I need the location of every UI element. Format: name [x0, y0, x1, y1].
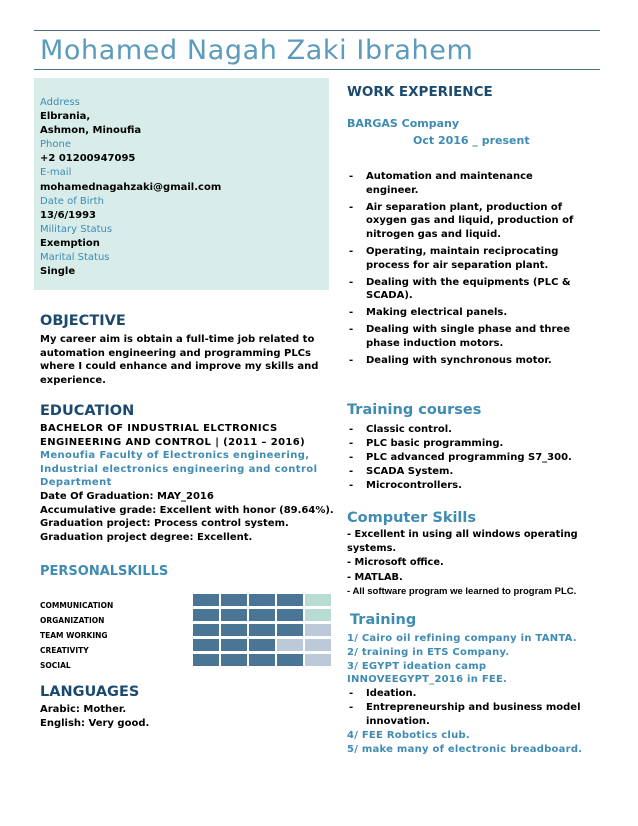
- skill-bar-segment: [249, 654, 275, 666]
- skill-bar: [193, 654, 333, 666]
- course-item: - PLC advanced programming S7_300.: [347, 451, 609, 465]
- contact-details: [40, 96, 326, 279]
- work-duty-item: [347, 323, 609, 350]
- skill-bar-segment: [221, 654, 247, 666]
- skill-bar-segment: [221, 624, 247, 636]
- skill-names: [40, 598, 113, 673]
- skill-name: ORGANIZATION: [40, 616, 105, 625]
- skill-bar-segment: [305, 624, 331, 636]
- languages-list: [40, 703, 149, 730]
- training-courses-list: [347, 423, 609, 493]
- contact-label: Date of Birth: [40, 195, 104, 207]
- personal-skills-heading: PERSONALSKILLS: [40, 564, 169, 579]
- skill-name: SOCIAL: [40, 661, 71, 670]
- contact-value: mohamednagahzaki@gmail.com: [40, 181, 222, 193]
- degree-line: ENGINEERING AND CONTROL | (2011 – 2016): [40, 436, 306, 448]
- course-item: - SCADA System.: [347, 465, 609, 479]
- degree-line: BACHELOR OF INDUSTRIAL ELCTRONICS: [40, 423, 278, 434]
- skill-name: COMMUNICATION: [40, 601, 114, 610]
- faculty-line: Industrial electronics engineering and control: [40, 463, 318, 475]
- work-duty-item: [347, 276, 609, 303]
- skill-bar-segment: [305, 609, 331, 621]
- skill-name: CREATIVITY: [40, 646, 89, 655]
- languages-heading: LANGUAGES: [40, 684, 140, 700]
- contact-value: Ashmon, Minoufia: [40, 125, 142, 137]
- training-sub-item: [347, 687, 612, 701]
- training-list: [347, 632, 612, 757]
- course-item: - PLC basic programming.: [347, 437, 609, 451]
- skill-bar-segment: [277, 624, 303, 636]
- training-heading: Training: [350, 612, 417, 628]
- work-duty-line: process for air separation plant.: [366, 259, 549, 271]
- work-period: Oct 2016 _ present: [413, 134, 530, 147]
- skill-bar: [193, 624, 333, 636]
- candidate-name: Mohamed Nagah Zaki Ibrahem: [40, 35, 474, 66]
- computer-skill-line: - Excellent in using all windows operating: [347, 529, 578, 540]
- skill-bar: [193, 639, 333, 651]
- education-detail: Accumulative grade: Excellent with honor (89.64%).: [40, 504, 334, 516]
- contact-label: E-mail: [40, 167, 72, 179]
- work-duty-line: SCADA).: [366, 290, 413, 302]
- computer-skill-line: - All software program we learned to program PLC.: [347, 585, 577, 597]
- course-item: - Microcontrollers.: [347, 479, 609, 493]
- work-duty-line: engineer.: [366, 184, 419, 196]
- skill-bar-segment: [249, 609, 275, 621]
- faculty-line: Menoufia Faculty of Electronics engineering,: [40, 450, 310, 461]
- header-top-rule: [34, 30, 600, 31]
- skill-name: TEAM WORKING: [40, 631, 108, 640]
- course-item: - Classic control.: [347, 423, 609, 437]
- work-duty-line: nitrogen gas and liquid.: [366, 228, 502, 240]
- work-heading: WORK EXPERIENCE: [347, 84, 493, 100]
- skill-bar-segment: [193, 639, 219, 651]
- training-sub-line: Entrepreneurship and business model: [366, 702, 581, 714]
- contact-value: Elbrania,: [40, 111, 91, 123]
- faculty-line: Department: [40, 477, 112, 489]
- skill-bar-segment: [305, 639, 331, 651]
- training-item: INNOVEEGYPT_2016 in FEE.: [347, 674, 508, 686]
- computer-skills-heading: Computer Skills: [347, 510, 477, 526]
- contact-label: Phone: [40, 139, 71, 151]
- header-bottom-rule: [34, 69, 600, 70]
- objective-line: experience.: [40, 374, 106, 386]
- training-sub-item: [347, 701, 612, 729]
- skill-bar-segment: [249, 624, 275, 636]
- education-detail: Graduation project: Process control system.: [40, 518, 289, 530]
- skill-bar-segment: [249, 594, 275, 606]
- training-sub-line: innovation.: [366, 716, 430, 728]
- training-courses-heading: Training courses: [347, 402, 482, 418]
- work-duty-line: Operating, maintain reciprocating: [366, 245, 559, 257]
- training-item: 1/ Cairo oil refining company in TANTA.: [347, 633, 577, 644]
- skill-bar-segment: [193, 624, 219, 636]
- contact-value: 13/6/1993: [40, 209, 97, 221]
- skill-bar-segment: [277, 609, 303, 621]
- work-duties: [347, 170, 609, 371]
- skill-bars: [193, 594, 333, 669]
- training-item: 3/ EGYPT ideation camp: [347, 660, 487, 672]
- skill-bar-segment: [221, 639, 247, 651]
- skill-bar-segment: [221, 594, 247, 606]
- language-item: Arabic: Mother.: [40, 704, 127, 715]
- computer-skill-line: - MATLAB.: [347, 571, 403, 583]
- work-duty-line: Dealing with synchronous motor.: [366, 355, 552, 367]
- contact-value: Exemption: [40, 237, 100, 249]
- skill-bar-segment: [277, 639, 303, 651]
- skill-bar: [193, 594, 333, 606]
- work-duty-line: Automation and maintenance: [366, 171, 533, 182]
- work-duty-line: Dealing with the equipments (PLC &: [366, 276, 571, 288]
- work-duty-item: [347, 170, 609, 197]
- language-item: English: Very good.: [40, 717, 150, 729]
- education-detail: Graduation project degree: Excellent.: [40, 531, 253, 543]
- degree: [40, 422, 340, 449]
- company-name: BARGAS Company: [347, 117, 460, 130]
- objective-line: My career aim is obtain a full-time job related to: [40, 334, 315, 345]
- objective-heading: OBJECTIVE: [40, 313, 126, 329]
- objective-text: [40, 333, 330, 387]
- faculty: [40, 449, 340, 490]
- objective-line: automation engineering and programming PLCs: [40, 347, 311, 359]
- contact-value: +2 01200947095: [40, 153, 136, 165]
- skill-bar: [193, 609, 333, 621]
- training-item: 2/ training in ETS Company.: [347, 646, 510, 658]
- work-duty-item: [347, 354, 609, 368]
- skill-bar-segment: [277, 654, 303, 666]
- skill-bar-segment: [193, 594, 219, 606]
- education-detail: Date Of Graduation: MAY_2016: [40, 491, 214, 502]
- skill-bar-segment: [193, 654, 219, 666]
- work-duty-line: Dealing with single phase and three: [366, 324, 570, 336]
- skill-bar-segment: [193, 609, 219, 621]
- computer-skill-line: - Microsoft office.: [347, 557, 444, 569]
- skill-bar-segment: [305, 594, 331, 606]
- work-duty-item: [347, 201, 609, 242]
- skill-bar-segment: [305, 654, 331, 666]
- education-heading: EDUCATION: [40, 403, 135, 419]
- contact-label: Marital Status: [40, 252, 110, 264]
- work-duty-line: Air separation plant, production of: [366, 201, 563, 213]
- contact-label: Address: [40, 97, 80, 108]
- training-item: 5/ make many of electronic breadboard.: [347, 743, 583, 755]
- training-sub-line: Ideation.: [366, 688, 417, 700]
- education-details: [40, 490, 340, 544]
- work-duty-line: oxygen gas and liquid, production of: [366, 215, 574, 227]
- skill-bar-segment: [277, 594, 303, 606]
- work-duty-line: Making electrical panels.: [366, 307, 508, 319]
- work-duty-item: [347, 306, 609, 320]
- work-duty-line: phase induction motors.: [366, 338, 504, 350]
- contact-label: Military Status: [40, 223, 113, 235]
- training-item: 4/ FEE Robotics club.: [347, 730, 470, 742]
- work-duty-item: [347, 245, 609, 272]
- objective-line: where I could enhance and improve my skills and: [40, 361, 319, 373]
- contact-value: Single: [40, 266, 76, 278]
- computer-skills-list: [347, 528, 612, 599]
- computer-skill-line: systems.: [347, 543, 397, 555]
- skill-bar-segment: [249, 639, 275, 651]
- skill-bar-segment: [221, 609, 247, 621]
